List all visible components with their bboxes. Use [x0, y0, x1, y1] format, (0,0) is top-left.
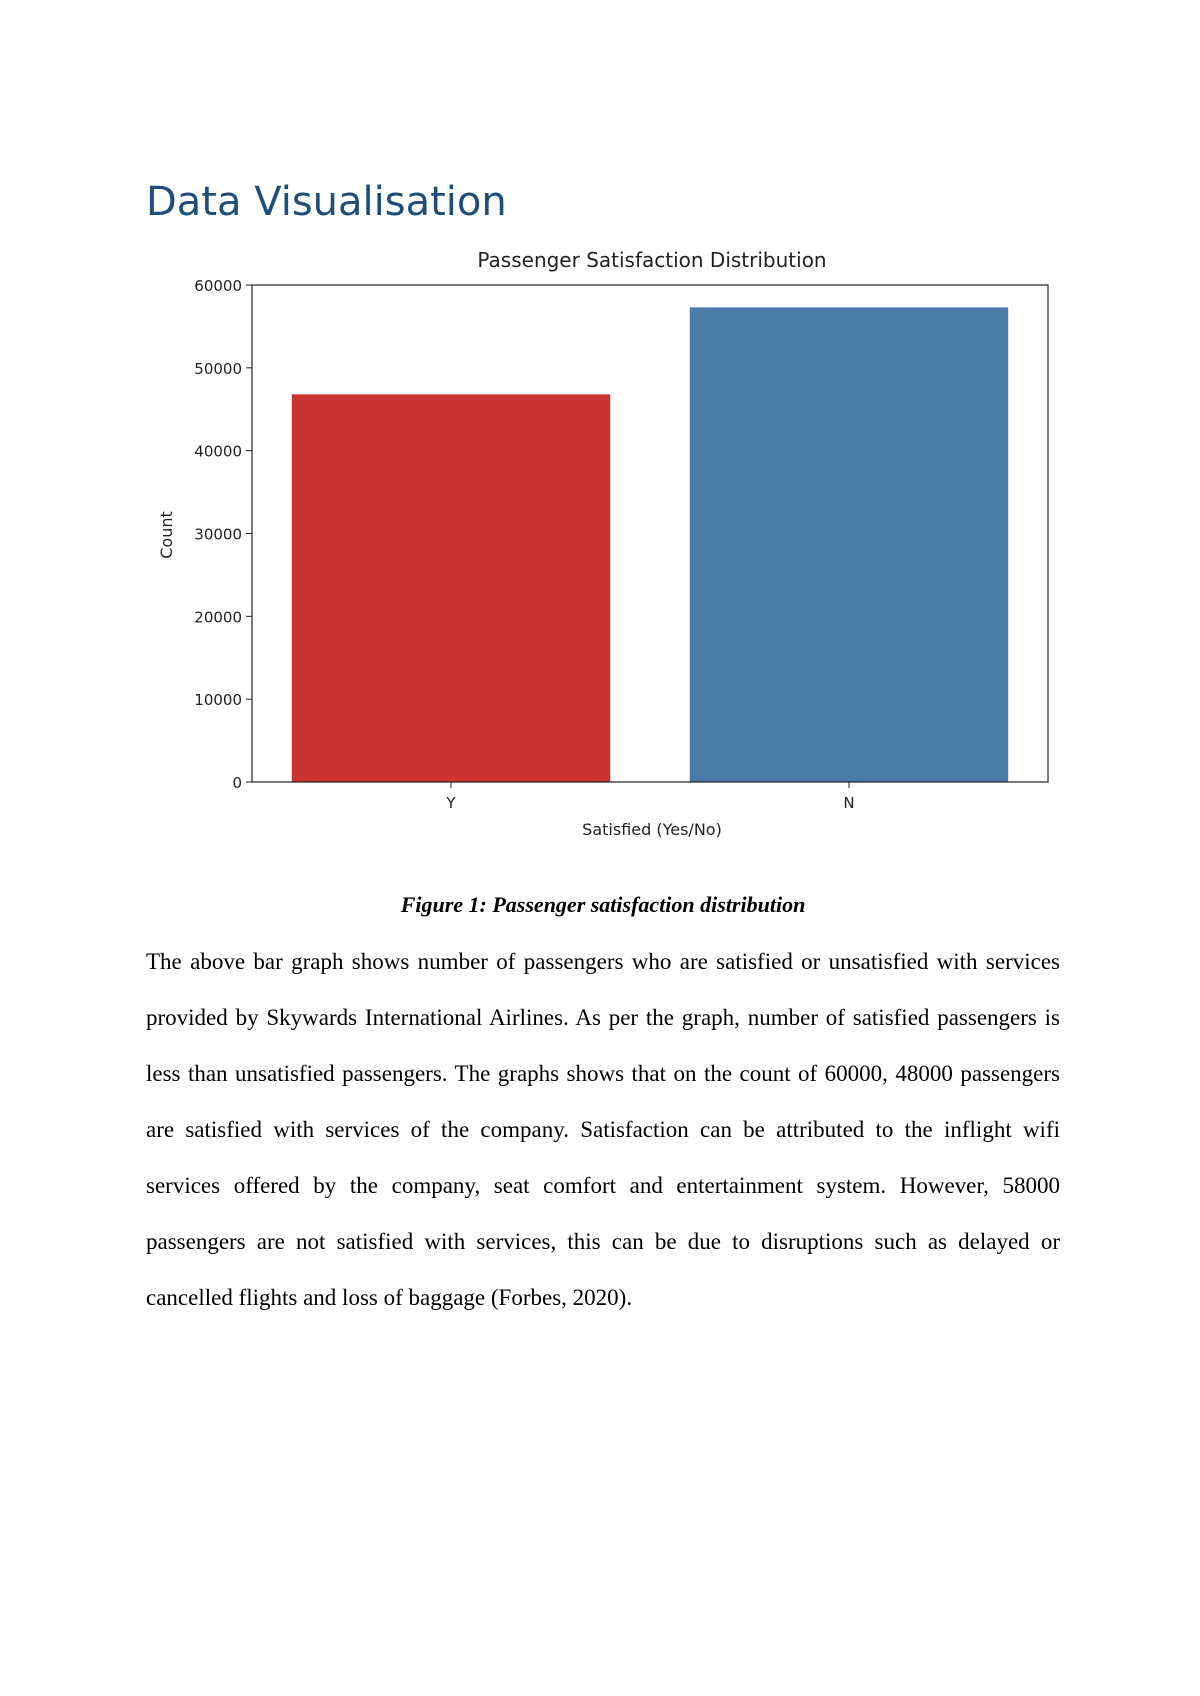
x-tick-label: Y — [446, 794, 456, 812]
y-tick-label: 30000 — [194, 525, 242, 544]
chart-y-axis-label: Count — [157, 511, 176, 559]
bar-y — [292, 394, 610, 782]
y-tick-label: 60000 — [194, 277, 242, 295]
body-paragraph: The above bar graph shows number of passengers who are satisfied or unsatisfied with services provided by Skywards International Airlines. As per the graph, number of satisfied passengers is less than unsatisfied passengers. The graphs shows that on the count of 60000, 48000 passengers are satisfied with services of the company. Satisfaction can be attributed to the inflight wifi services offered by the company, seat comfort and entertainment system. However, 58000 passengers are not satisfied with services, this can be due to disruptions such as delayed or cancelled flights and loss of baggage (Forbes, 2020). — [146, 949, 1060, 1310]
y-tick-label: 40000 — [194, 442, 242, 461]
bar-n — [690, 307, 1008, 782]
chart-title: Passenger Satisfaction Distribution — [477, 248, 827, 272]
chart-svg — [150, 245, 1050, 845]
plot-layer — [194, 277, 1048, 812]
y-tick-label: 10000 — [194, 691, 242, 710]
x-tick-label: N — [843, 794, 855, 812]
y-tick-label: 0 — [232, 774, 242, 792]
satisfaction-chart — [150, 245, 1050, 845]
figure-caption: Figure 1: Passenger satisfaction distribution — [400, 892, 806, 917]
y-tick-label: 20000 — [194, 608, 242, 627]
page-heading: Data Visualisation — [146, 179, 507, 225]
y-tick-label: 50000 — [194, 359, 242, 378]
chart-x-axis-label: Satisfied (Yes/No) — [582, 820, 722, 839]
